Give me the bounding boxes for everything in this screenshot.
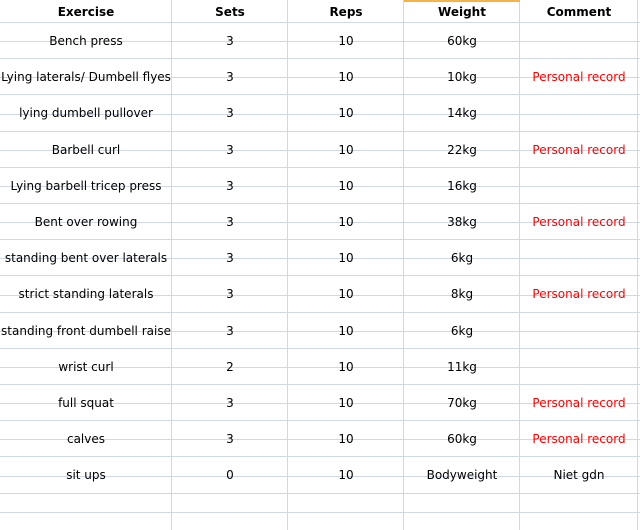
header-comment[interactable]: Comment — [546, 4, 612, 19]
cell-weight[interactable]: 22kg — [447, 142, 477, 157]
cell-sets[interactable]: 3 — [226, 70, 234, 85]
cell-comment[interactable] — [520, 95, 638, 131]
cell-reps[interactable]: 10 — [338, 34, 354, 49]
cell-reps[interactable]: 10 — [338, 287, 354, 302]
cell-sets[interactable]: 3 — [226, 106, 234, 121]
grid-row-line — [0, 512, 640, 513]
cell-comment[interactable] — [520, 349, 638, 385]
cell-reps[interactable]: 10 — [338, 396, 354, 411]
header-weight[interactable]: Weight — [438, 4, 486, 19]
cell-reps[interactable]: 10 — [338, 251, 354, 266]
cell-weight[interactable]: 8kg — [450, 287, 474, 302]
cell-reps[interactable]: 10 — [338, 142, 354, 157]
cell-sets[interactable]: 3 — [226, 178, 234, 193]
cell-exercise[interactable]: strict standing laterals — [18, 287, 154, 302]
cell-exercise[interactable]: calves — [66, 432, 106, 447]
cell-comment[interactable] — [520, 313, 638, 349]
cell-sets[interactable]: 3 — [226, 34, 234, 49]
cell-sets[interactable]: 3 — [226, 142, 234, 157]
cell-exercise[interactable]: wrist curl — [58, 359, 114, 374]
cell-sets[interactable]: 0 — [226, 468, 234, 483]
cell-sets[interactable]: 3 — [226, 287, 234, 302]
cell-comment[interactable]: Personal record — [532, 396, 626, 411]
cell-weight[interactable]: 16kg — [447, 178, 477, 193]
cell-reps[interactable]: 10 — [338, 359, 354, 374]
cell-reps[interactable]: 10 — [338, 70, 354, 85]
cell-reps[interactable]: 10 — [338, 323, 354, 338]
cell-comment[interactable] — [520, 23, 638, 59]
cell-sets[interactable]: 3 — [226, 323, 234, 338]
cell-weight[interactable]: 10kg — [447, 70, 477, 85]
cell-exercise[interactable]: lying dumbell pullover — [19, 106, 153, 121]
cell-reps[interactable]: 10 — [338, 432, 354, 447]
cell-reps[interactable]: 10 — [338, 106, 354, 121]
cell-exercise[interactable]: sit ups — [66, 468, 106, 483]
cell-exercise[interactable]: standing front dumbell raise — [1, 323, 171, 338]
cell-reps[interactable]: 10 — [338, 215, 354, 230]
cell-weight[interactable]: 6kg — [450, 251, 474, 266]
cell-exercise[interactable]: Bent over rowing — [34, 215, 138, 230]
cell-comment[interactable]: Personal record — [532, 142, 626, 157]
cell-reps[interactable]: 10 — [338, 468, 354, 483]
cell-weight[interactable]: 38kg — [447, 215, 477, 230]
cell-weight[interactable]: 6kg — [450, 323, 474, 338]
header-exercise[interactable]: Exercise — [57, 4, 115, 19]
cell-sets[interactable]: 2 — [226, 359, 234, 374]
cell-sets[interactable]: 3 — [226, 215, 234, 230]
cell-sets[interactable]: 3 — [226, 396, 234, 411]
cell-weight[interactable]: 60kg — [447, 432, 477, 447]
cell-exercise[interactable]: Barbell curl — [51, 142, 121, 157]
cell-weight[interactable]: 11kg — [447, 359, 477, 374]
cell-comment[interactable]: Niet gdn — [553, 468, 605, 483]
cell-reps[interactable]: 10 — [338, 178, 354, 193]
cell-comment[interactable] — [520, 168, 638, 204]
header-reps[interactable]: Reps — [329, 4, 363, 19]
cell-comment[interactable]: Personal record — [532, 287, 626, 302]
cell-comment[interactable]: Personal record — [532, 432, 626, 447]
header-sets[interactable]: Sets — [215, 4, 245, 19]
cell-comment[interactable]: Personal record — [532, 215, 626, 230]
cell-weight[interactable]: 70kg — [447, 396, 477, 411]
cell-exercise[interactable]: Bench press — [49, 34, 123, 49]
cell-weight[interactable]: 14kg — [447, 106, 477, 121]
cell-exercise[interactable]: Lying barbell tricep press — [10, 178, 162, 193]
cell-exercise[interactable]: full squat — [58, 396, 114, 411]
cell-sets[interactable]: 3 — [226, 432, 234, 447]
cell-exercise[interactable]: Lying laterals/ Dumbell flyes — [1, 70, 171, 85]
cell-weight[interactable]: Bodyweight — [426, 468, 498, 483]
cell-comment[interactable]: Personal record — [532, 70, 626, 85]
cell-sets[interactable]: 3 — [226, 251, 234, 266]
cell-weight[interactable]: 60kg — [447, 34, 477, 49]
cell-exercise[interactable]: standing bent over laterals — [4, 251, 168, 266]
cell-comment[interactable] — [520, 240, 638, 276]
